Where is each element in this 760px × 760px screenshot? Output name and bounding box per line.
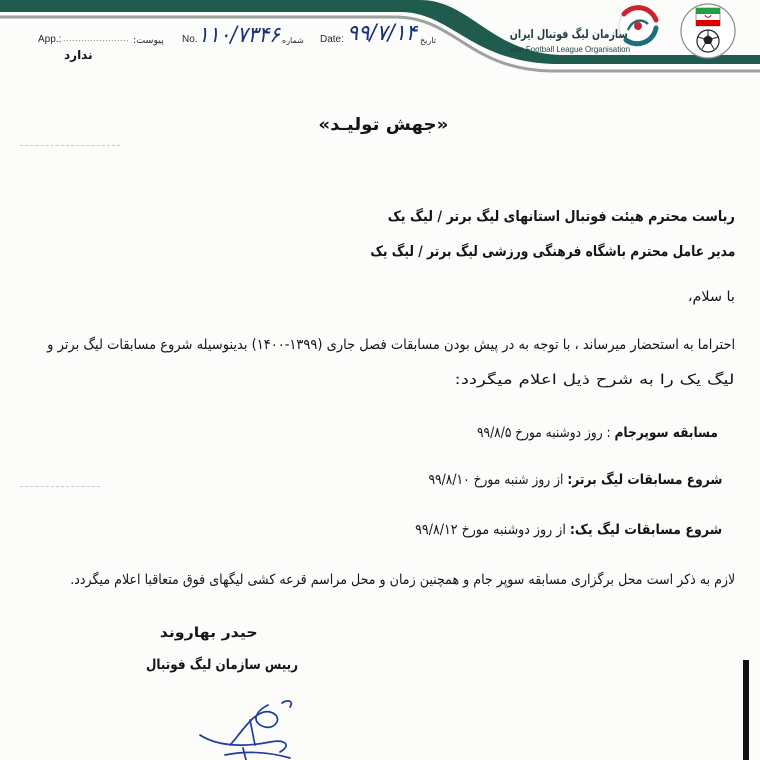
org-name-en [510, 43, 630, 55]
org-name-en-text: Iran Football League Organisation [510, 44, 630, 54]
greeting [688, 286, 735, 308]
scan-edge [743, 660, 749, 760]
schedule-item-label: مسابقه سوپرجام [614, 425, 718, 441]
page-title [318, 112, 448, 138]
intro-line [47, 334, 735, 356]
signatory-name [160, 622, 258, 644]
note-text: لازم به ذکر است محل برگزاری مسابقه سوپر جام و همچنین زمان و محل مراسم قرعه کشی لیگهای فوق متعاقبا اعلام میگردد. [70, 572, 735, 588]
number-label-fa: شماره [282, 36, 304, 45]
recipient-line [370, 241, 735, 263]
scan-mark [20, 145, 120, 146]
recipient-line [388, 206, 735, 228]
schedule-item-text: از روز دوشنبه مورخ ۹۹/۸/۱۲ [415, 522, 570, 538]
federation-emblem-icon [678, 0, 738, 62]
letter-date-text: ۹۹/۷/۱۴ [347, 21, 417, 46]
letter-date [347, 20, 417, 48]
intro-text: احتراما به استحضار میرساند ، با توجه به در پیش بودن مسابقات فصل جاری (۱۳۹۹-۱۴۰۰) بدینوسیله شروع مسابقات لیگ برتر و [47, 337, 735, 353]
greeting-text: با سلام، [688, 289, 735, 305]
schedule-item-label: شروع مسابقات لیگ یک: [569, 522, 722, 538]
schedule-item [415, 519, 722, 541]
signatory-name-text: حیدر بهاروند [160, 625, 258, 641]
recipient-text: مدیر عامل محترم باشگاه فرهنگی ورزشی لیگ برتر / لیگ یک [370, 244, 735, 260]
schedule-item-text: از روز شنبه مورخ ۹۹/۸/۱۰ [428, 472, 567, 488]
date-label-fa: تاریخ [420, 36, 436, 45]
signature [190, 695, 305, 760]
attachment-label-fa: پیوست: [133, 35, 164, 46]
org-name-fa-text: سازمان لیگ فوتبال ایران [510, 27, 628, 41]
recipient-text: ریاست محترم هیئت فوتبال استانهای لیگ برتر / لیگ یک [388, 209, 735, 225]
page-title-text: «جهش تولیـد» [318, 115, 448, 135]
signatory-position-text: رییس سازمان لیگ فوتبال [146, 657, 298, 673]
intro-line [455, 369, 735, 391]
scan-mark [20, 486, 100, 487]
letter-number [198, 22, 280, 50]
schedule-item-content [428, 469, 722, 491]
attachment-value: ندارد [64, 48, 93, 62]
signatory-position [146, 654, 298, 676]
schedule-item-label: شروع مسابقات لیگ برتر: [566, 472, 722, 488]
intro-text: لیگ یک را به شرح ذیل اعلام میگردد: [455, 372, 735, 388]
schedule-item-text: : روز دوشنبه مورخ ۹۹/۸/۵ [477, 425, 615, 441]
letter-number-text: ۱۱۰/۷۳۴۶ [198, 23, 280, 48]
schedule-item-content [477, 422, 718, 444]
schedule-item [477, 422, 718, 444]
attachment-label-en: App.: [38, 34, 62, 45]
org-name-fa [510, 26, 628, 42]
schedule-item [428, 469, 722, 491]
number-label-en: No. [182, 34, 198, 45]
note-line [70, 569, 735, 591]
date-label-en: Date: [320, 34, 344, 45]
attachment-dots: ...................... [63, 33, 130, 43]
schedule-item-content [415, 519, 722, 541]
